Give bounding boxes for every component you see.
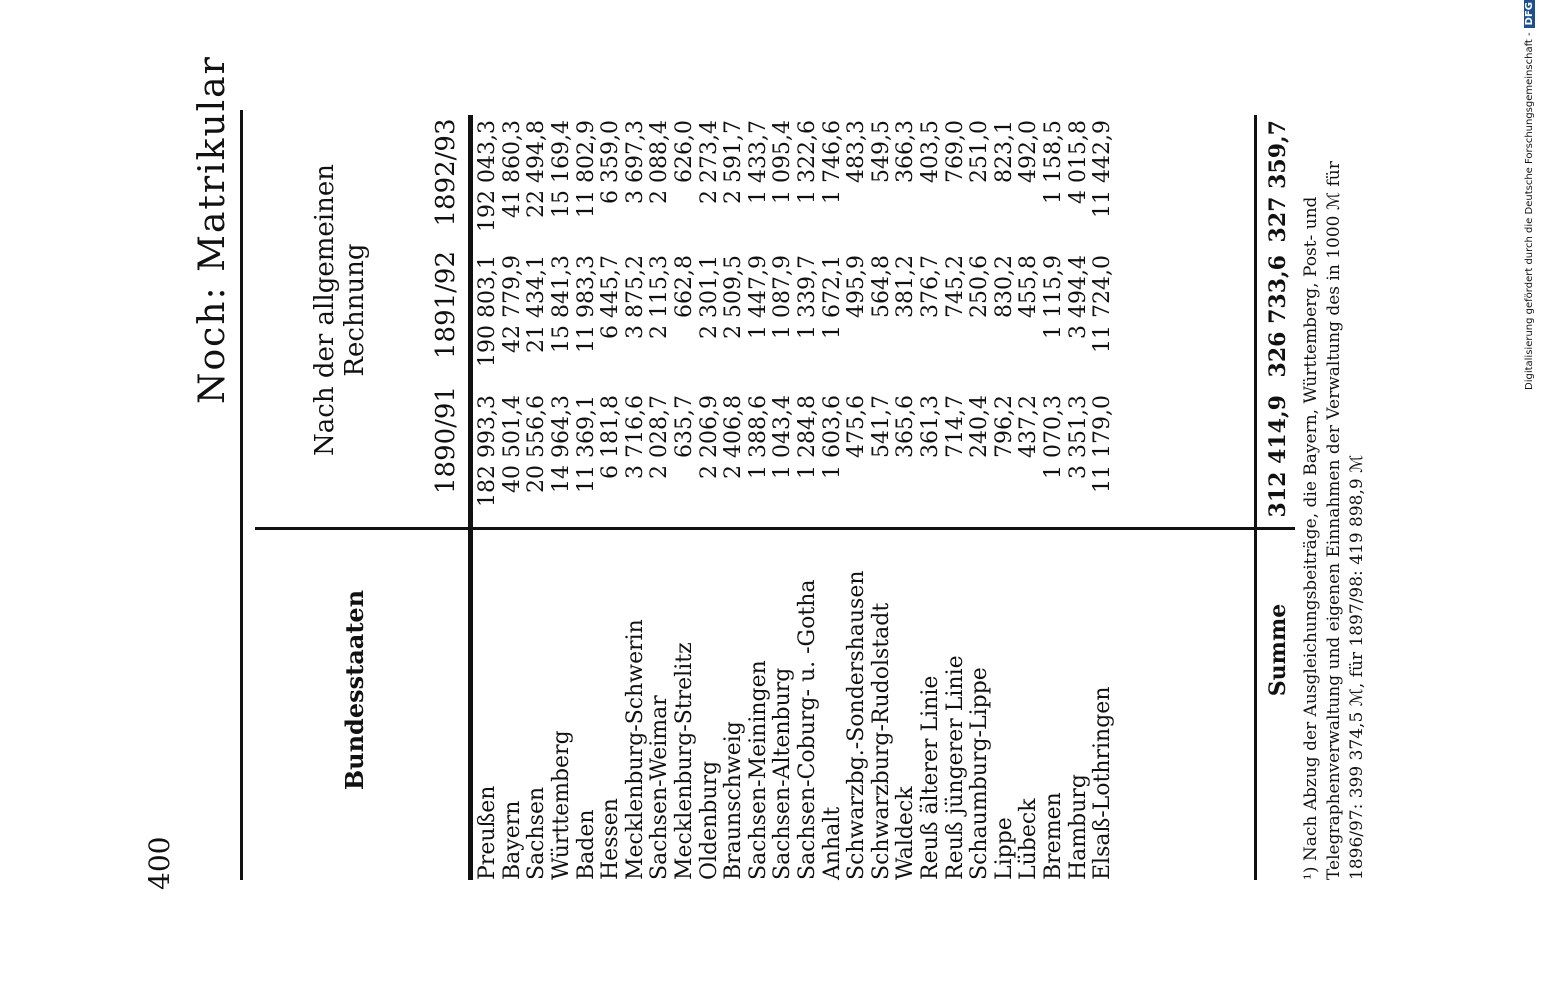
year-header-2: 1891/92	[431, 251, 461, 360]
year-header-1: 1890/91	[431, 386, 461, 495]
value-v3: 11 442,9	[1090, 120, 1116, 218]
state-name: Elsaß-Lothringen	[1090, 686, 1116, 880]
sum-row	[1265, 115, 1305, 880]
value-v3: 22 494,8	[524, 120, 550, 218]
value-v2: 190 803,1	[475, 255, 501, 367]
value-v1: 1 284,8	[795, 395, 821, 479]
value-v2: 745,2	[942, 255, 968, 318]
value-v1: 6 181,8	[598, 395, 624, 479]
value-v1: 541,7	[868, 395, 894, 458]
continuation-title: Noch: Matrikular	[192, 55, 233, 404]
value-v3: 251,0	[967, 120, 993, 183]
value-v3: 1 433,7	[745, 120, 771, 204]
table-row	[1042, 115, 1067, 880]
value-v3: 1 322,6	[795, 120, 821, 204]
value-v1: 635,7	[672, 395, 698, 458]
value-v2: 1 087,9	[770, 255, 796, 339]
state-name: Hessen	[598, 798, 624, 880]
value-v3: 2 273,4	[696, 120, 722, 204]
dfg-logo: DFG	[1524, 0, 1535, 28]
table-row	[919, 115, 944, 880]
state-name: Oldenburg	[696, 760, 722, 880]
value-v2: 376,7	[917, 255, 943, 318]
table-row	[845, 115, 870, 880]
value-v3: 15 169,4	[549, 120, 575, 218]
value-v1: 2 028,7	[647, 395, 673, 479]
table-row	[550, 115, 575, 880]
value-v2: 564,8	[868, 255, 894, 318]
state-name: Schwarzburg-Rudolstadt	[868, 602, 894, 880]
value-v2: 3 494,4	[1065, 255, 1091, 339]
table-row	[476, 115, 501, 880]
table-row	[943, 115, 968, 880]
footnote: ¹) Nach Abzug der Ausgleichungsbeiträge, die Bayern, Württemberg, Post- und Telegraphenverwaltung und eigenen Einnahmen der Verwaltung des in 1000 ℳ für 1896/97: 399 374,5 ℳ, für 1897/98: 419 898,9 ℳ	[1301, 161, 1367, 880]
state-name: Sachsen-Meiningen	[745, 660, 771, 880]
state-name: Sachsen-Weimar	[647, 695, 673, 880]
value-v2: 6 445,7	[598, 255, 624, 339]
value-v3: 6 359,0	[598, 120, 624, 204]
table-row	[574, 115, 599, 880]
value-v2: 1 447,9	[745, 255, 771, 339]
value-v1: 40 501,4	[499, 395, 525, 493]
table-row	[1091, 115, 1116, 880]
value-v3: 366,3	[893, 120, 919, 183]
value-v3: 483,3	[844, 120, 870, 183]
table-body	[476, 115, 1115, 880]
year-header-row	[425, 105, 467, 505]
value-v1: 1 043,4	[770, 395, 796, 479]
state-name: Lippe	[991, 817, 1017, 880]
value-v2: 2 301,1	[696, 255, 722, 339]
header-rule	[468, 115, 473, 880]
value-v1: 11 179,0	[1090, 395, 1116, 493]
value-v3: 1 746,6	[819, 120, 845, 204]
value-v1: 475,6	[844, 395, 870, 458]
page-number: 400	[143, 836, 176, 890]
value-v3: 823,1	[991, 120, 1017, 183]
table-row	[648, 115, 673, 880]
value-v3: 769,0	[942, 120, 968, 183]
value-v1: 796,2	[991, 395, 1017, 458]
value-v2: 381,2	[893, 255, 919, 318]
value-v2: 1 672,1	[819, 255, 845, 339]
value-v3: 1 095,4	[770, 120, 796, 204]
table-row	[599, 115, 624, 880]
value-v1: 1 388,6	[745, 395, 771, 479]
value-v3: 2 088,4	[647, 120, 673, 204]
value-v1: 1 603,6	[819, 395, 845, 479]
value-v2: 662,8	[672, 255, 698, 318]
table-row	[1017, 115, 1042, 880]
table-row	[820, 115, 845, 880]
value-v1: 20 556,6	[524, 395, 550, 493]
value-v2: 21 434,1	[524, 255, 550, 353]
value-v1: 361,3	[917, 395, 943, 458]
value-v2: 830,2	[991, 255, 1017, 318]
value-v1: 182 993,3	[475, 395, 501, 507]
value-v3: 3 697,3	[622, 120, 648, 204]
state-name: Anhalt	[819, 806, 845, 880]
value-v3: 11 802,9	[573, 120, 599, 218]
state-name: Waldeck	[893, 786, 919, 880]
value-v3: 626,0	[672, 120, 698, 183]
value-v1: 14 964,3	[549, 395, 575, 493]
value-v2: 250,6	[967, 255, 993, 318]
value-v1: 365,6	[893, 395, 919, 458]
digitization-credit	[1524, 2, 1544, 390]
table-row	[894, 115, 919, 880]
value-v1: 240,4	[967, 395, 993, 458]
value-v3: 549,5	[868, 120, 894, 183]
group-column-header: Nach der allgemeinen Rechnung	[310, 164, 370, 456]
state-name: Schwarzbg.-Sondershausen	[844, 570, 870, 880]
year-header-3: 1892/93	[431, 118, 461, 227]
value-v2: 11 983,3	[573, 255, 599, 353]
table-row	[747, 115, 772, 880]
state-name: Baden	[573, 809, 599, 880]
table-row	[673, 115, 698, 880]
state-name: Sachsen-Altenburg	[770, 667, 796, 880]
sum-value-1: 312 414,9	[1265, 395, 1291, 518]
table-row	[771, 115, 796, 880]
state-name: Preußen	[475, 785, 501, 880]
value-v3: 192 043,3	[475, 120, 501, 232]
state-name: Sachsen	[524, 786, 550, 880]
table-row	[870, 115, 895, 880]
value-v1: 2 406,8	[721, 395, 747, 479]
value-v3: 41 860,3	[499, 120, 525, 218]
value-v2: 42 779,9	[499, 255, 525, 353]
state-name: Württemberg	[549, 730, 575, 880]
value-v1: 3 716,6	[622, 395, 648, 479]
value-v3: 1 158,5	[1040, 120, 1066, 204]
value-v1: 1 070,3	[1040, 395, 1066, 479]
top-rule	[240, 110, 243, 880]
value-v1: 714,7	[942, 395, 968, 458]
value-v3: 4 015,8	[1065, 120, 1091, 204]
table-row	[1066, 115, 1091, 880]
value-v3: 403,5	[917, 120, 943, 183]
value-v1: 437,2	[1016, 395, 1042, 458]
state-name: Mecklenburg-Strelitz	[672, 642, 698, 880]
state-name: Sachsen-Coburg- u. -Gotha	[795, 579, 821, 880]
state-name: Schaumburg-Lippe	[967, 667, 993, 880]
state-name: Bremen	[1040, 792, 1066, 880]
sum-value-3: 327 359,7	[1265, 120, 1291, 243]
value-v2: 11 724,0	[1090, 255, 1116, 353]
value-v3: 492,0	[1016, 120, 1042, 183]
value-v2: 495,9	[844, 255, 870, 318]
value-v1: 3 351,3	[1065, 395, 1091, 479]
value-v2: 455,8	[1016, 255, 1042, 318]
state-name: Reuß älterer Linie	[917, 675, 943, 880]
table-row	[501, 115, 526, 880]
states-column-header: Bundesstaaten	[340, 589, 369, 791]
credit-text: Digitalisierung gefördert durch die Deutsche Forschungsgemeinschaft -	[1524, 32, 1535, 390]
value-v1: 11 369,1	[573, 395, 599, 493]
value-v2: 15 841,3	[549, 255, 575, 353]
sum-label: Summe	[1265, 603, 1291, 697]
table-row	[624, 115, 649, 880]
state-name: Reuß jüngerer Linie	[942, 655, 968, 880]
table-row	[697, 115, 722, 880]
value-v2: 1 339,7	[795, 255, 821, 339]
value-v3: 2 591,7	[721, 120, 747, 204]
value-v2: 2 509,5	[721, 255, 747, 339]
state-name: Lübeck	[1016, 798, 1042, 880]
value-v2: 2 115,3	[647, 255, 673, 339]
sum-value-2: 326 733,6	[1265, 255, 1291, 378]
table-row	[722, 115, 747, 880]
state-name: Braunschweig	[721, 721, 747, 880]
state-name: Hamburg	[1065, 773, 1091, 880]
value-v2: 3 875,2	[622, 255, 648, 339]
table-row	[525, 115, 550, 880]
table-row	[992, 115, 1017, 880]
state-name: Mecklenburg-Schwerin	[622, 619, 648, 880]
table-row	[796, 115, 821, 880]
value-v2: 1 115,9	[1040, 255, 1066, 339]
value-v1: 2 206,9	[696, 395, 722, 479]
table-row	[968, 115, 993, 880]
sum-rule	[1254, 115, 1257, 880]
state-name: Bayern	[499, 800, 525, 880]
